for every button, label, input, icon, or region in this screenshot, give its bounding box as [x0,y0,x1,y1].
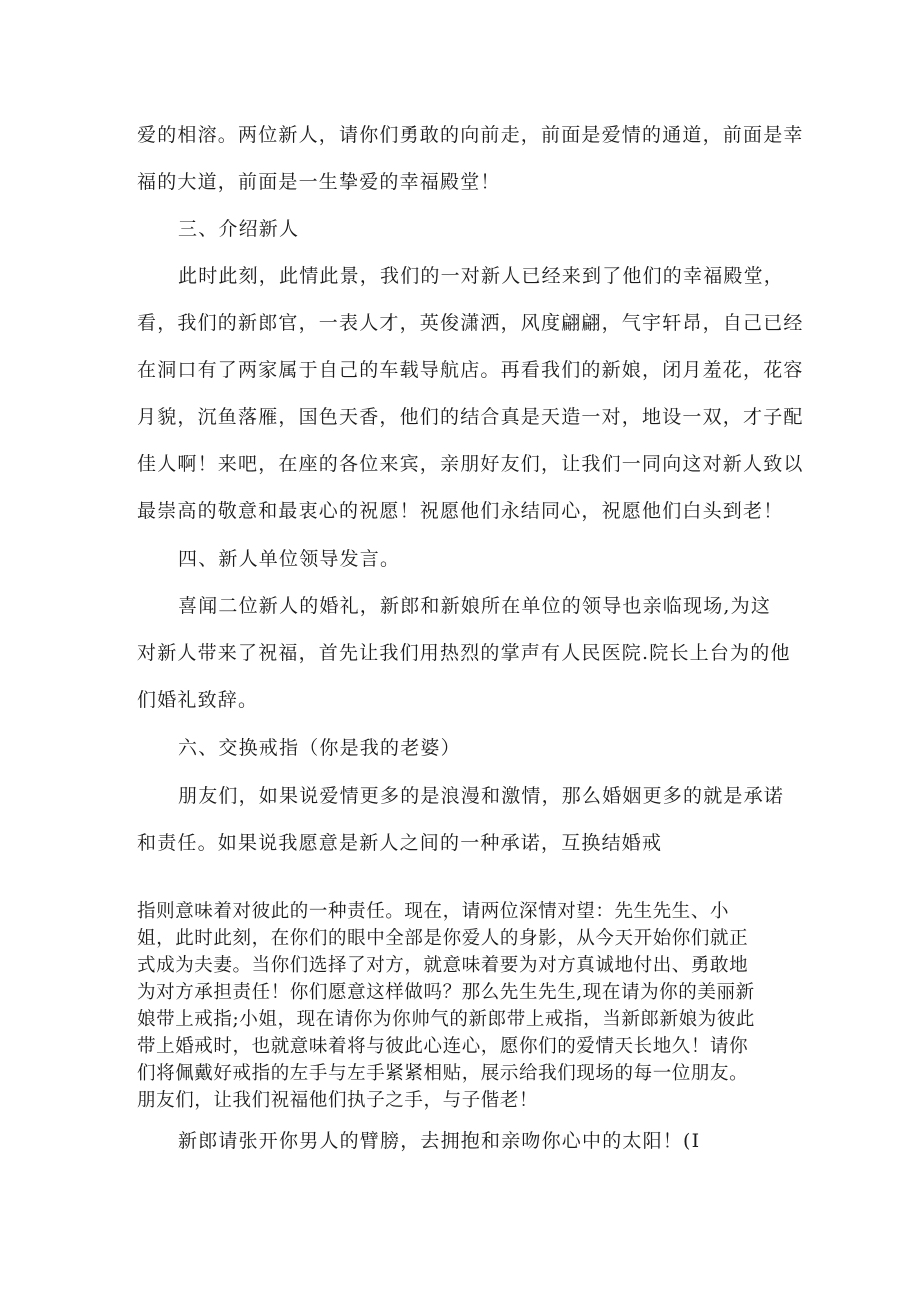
heading-text: 六、交换戒指（你是我的老婆） [178,737,461,759]
paragraph-introduce-couple [137,253,804,535]
text-line: 最崇高的敬意和最衷心的祝愿！祝愿他们永结同心，祝愿他们白头到老！ [137,500,784,522]
paragraph-ring-vows [137,898,755,1114]
text-line: 和责任。如果说我愿意是新人之间的一种承诺，互换结婚戒 [137,832,663,854]
heading-text: 三、介绍新人 [178,218,300,240]
text-line: 爱的相溶。两位新人，请你们勇敢的向前走，前面是爱情的通道，前面是幸 [137,124,804,146]
paragraph-embrace [178,1118,700,1165]
paragraph-exchange-rings [137,773,784,867]
section-heading-exchange-rings [178,725,461,772]
paragraph-leader-speech [137,583,791,724]
text-line: 看，我们的新郎官，一表人才，英俊潇洒，风度翩翩，气宇轩昂，自己已经 [137,312,804,334]
text-line: 们将佩戴好戒指的左手与左手紧紧相贴，展示给我们现场的每一位朋友。 [137,1063,749,1084]
text-line: 此时此刻，此情此景，我们的一对新人已经来到了他们的幸福殿堂， [178,265,785,287]
text-line: 月貌，沉鱼落雁，国色天香，他们的结合真是天造一对，地设一双，才子配 [137,406,804,428]
section-heading-introduce-couple [178,206,299,253]
section-heading-leader-speech [178,536,400,583]
text-line: 在洞口有了两家属于自己的车载导航店。再看我们的新娘，闭月羞花，花容 [137,359,804,381]
text-line: 喜闻二位新人的婚礼，新郎和新娘所在单位的领导也亲临现场,为这 [178,595,772,617]
text-line: 娘带上戒指;小姐，现在请你为你帅气的新郎带上戒指，当新郎新娘为彼此 [137,1009,756,1030]
heading-text: 四、新人单位领导发言。 [178,548,401,570]
text-line: 为对方承担责任！你们愿意这样做吗？那么先生先生,现在请为你的美丽新 [137,982,755,1003]
paragraph-continuation [137,112,804,206]
text-line: 指则意味着对彼此的一种责任。现在，请两位深情对望：先生先生、小 [137,901,730,922]
text-line: 带上婚戒时，也就意味着将与彼此心连心，愿你们的爱情天长地久！请你 [137,1036,749,1057]
text-line: 们婚礼致辞。 [137,689,259,711]
text-line: 姐，此时此刻，在你们的眼中全部是你爱人的身影，从今天开始你们就正 [137,928,749,949]
text-line: 对新人带来了祝福，首先让我们用热烈的掌声有人民医院.院长上台为的他 [137,642,791,664]
text-line: 朋友们，让我们祝福他们执子之手，与子偕老！ [137,1090,539,1111]
text-line: 朋友们，如果说爱情更多的是浪漫和激情，那么婚姻更多的就是承诺 [178,785,785,807]
text-line: 新郎请张开你男人的臂膀，去拥抱和亲吻你心中的太阳！(I [178,1130,701,1152]
text-line: 佳人啊！来吧，在座的各位来宾，亲朋好友们，让我们一同向这对新人致以 [137,453,804,475]
text-line: 式成为夫妻。当你们选择了对方，就意味着要为对方真诚地付出、勇敢地 [137,955,749,976]
text-line: 福的大道，前面是一生挚爱的幸福殿堂！ [137,171,501,193]
